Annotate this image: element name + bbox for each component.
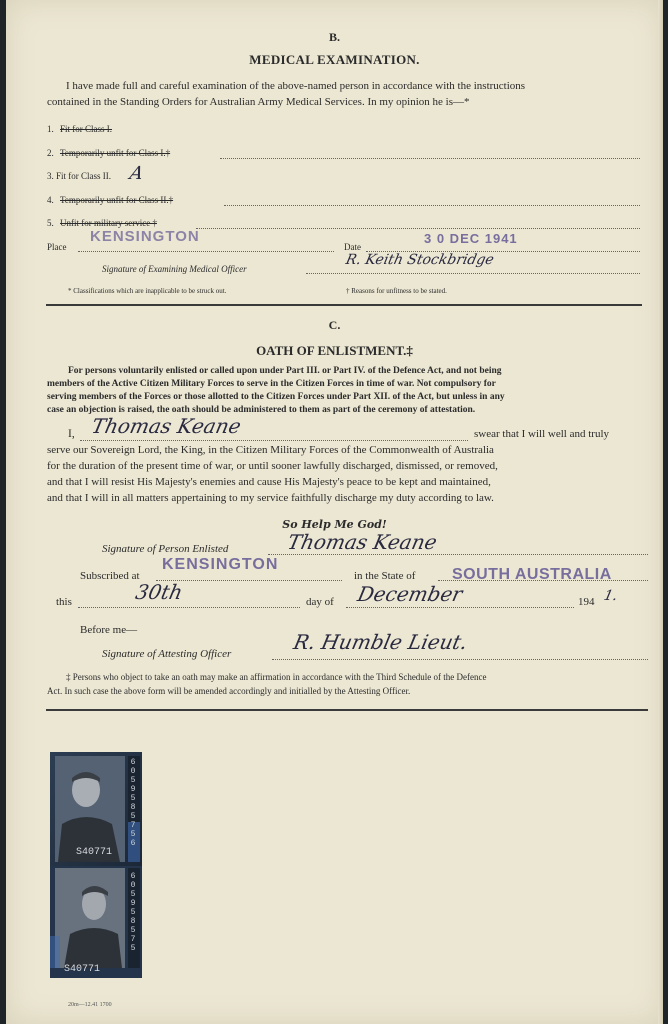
day-handwritten: 30th — [133, 580, 185, 604]
year-suffix-handwritten: 1. — [602, 588, 620, 604]
item-4-number: 4. — [47, 195, 54, 205]
item-5-dotted-line — [196, 228, 640, 229]
enlisted-signature-label: Signature of Person Enlisted — [102, 543, 229, 555]
this-label: this — [56, 596, 72, 608]
examiner-signature-line — [306, 273, 640, 274]
oath-title: OATH OF ENLISTMENT.‡ — [256, 343, 413, 358]
year-prefix: 194 — [578, 596, 595, 608]
preamble-line-4: case an objection is raised, the oath should be administered to them as part of the ceremony of attestation. — [47, 405, 476, 415]
section-divider-1 — [46, 304, 642, 306]
section-divider-2 — [46, 709, 648, 711]
photo-1-height-ruler: 6 0 5 9 5 8 5 7 5 6 — [130, 758, 136, 848]
oath-name-line — [80, 440, 468, 441]
enlistment-form-page — [6, 0, 663, 1024]
month-handwritten: December — [355, 582, 465, 606]
medical-intro-line-1: I have made full and careful examination of the above-named person in accordance with the instructions — [66, 80, 526, 92]
item-2-dotted-line — [220, 158, 640, 159]
preamble-line-2: members of the Active Citizen Military Forces to serve in the Citizen Forces in time of war. Not compulsory for — [47, 379, 496, 389]
soldier-photo-profile — [50, 866, 142, 978]
preamble-line-3: serving members of the Forces or those allotted to the Citizen Forces under Part XII. of the Act, but unless in any — [47, 392, 505, 402]
item-4-dotted-line — [224, 205, 640, 206]
section-b-letter: B. — [328, 30, 340, 44]
oath-line-3: for the duration of the present time of war, or until sooner lawfully discharged, dismissed, or removed, — [47, 460, 498, 472]
item-5-number: 5. — [47, 218, 54, 228]
photo-1-number: S40771 — [76, 847, 113, 858]
section-c-letter: C. — [328, 318, 341, 332]
examiner-signature-label: Signature of Examining Medical Officer — [102, 264, 247, 274]
photo-2-number: S40771 — [64, 964, 101, 975]
item-4-temporarily-unfit-class-2: Temporarily unfit for Class II.† — [60, 195, 174, 205]
subscribed-stamp: KENSINGTON — [162, 556, 279, 573]
so-help-me-god: So Help Me God! — [282, 518, 387, 531]
day-of-label: day of — [306, 596, 334, 608]
oath-footnote-line-1: ‡ Persons who object to take an oath may make an affirmation in accordance with the Third Schedule of the Defence — [66, 672, 487, 682]
item-2-number: 2. — [47, 148, 54, 158]
day-line — [78, 607, 300, 608]
attesting-signature-line — [272, 659, 648, 660]
item-1-fit-class-1: Fit for Class I. — [60, 124, 113, 134]
soldier-photo-front — [50, 752, 142, 866]
photo-2-height-ruler: 6 0 5 9 5 8 5 7 5 — [130, 872, 136, 953]
before-me-label: Before me— — [80, 624, 138, 636]
medical-examination-title: MEDICAL EXAMINATION. — [249, 52, 420, 67]
state-line — [438, 580, 648, 581]
place-stamp: KENSINGTON — [90, 228, 200, 245]
item-5-unfit-military-service: Unfit for military service † — [60, 218, 157, 228]
footnote-classifications: * Classifications which are inapplicable to be struck out. — [68, 287, 227, 295]
oath-name-handwritten: Thomas Keane — [89, 414, 244, 438]
state-stamp: SOUTH AUSTRALIA — [452, 566, 612, 583]
place-dotted-line — [78, 251, 334, 252]
date-stamp: 3 0 DEC 1941 — [424, 231, 518, 246]
oath-line-2: serve our Sovereign Lord, the King, in the Citizen Military Forces of the Commonwealth of Australia — [47, 444, 494, 456]
oath-line-5: and that I will in all matters appertaining to my service faithfully discharge my duty according to law. — [47, 492, 494, 504]
item-3-handwritten-mark: A — [127, 163, 146, 184]
preamble-line-1: For persons voluntarily enlisted or called upon under Part III. or Part IV. of the Defence Act, and not being — [68, 366, 502, 376]
footnote-reasons: † Reasons for unfitness to be stated. — [346, 287, 447, 295]
oath-footnote-line-2: Act. In such case the above form will be amended accordingly and initialled by the Attesting Officer. — [47, 686, 411, 696]
item-3-fit-class-2: 3. Fit for Class II. — [47, 171, 111, 181]
medical-intro-line-2: contained in the Standing Orders for Australian Army Medical Services. In my opinion he is—* — [47, 96, 470, 108]
enlisted-signature: Thomas Keane — [285, 530, 440, 554]
item-2-temporarily-unfit-class-1: Temporarily unfit for Class I.† — [60, 148, 171, 158]
date-label: Date — [344, 242, 361, 252]
examiner-signature: R. Keith Stockbridge — [344, 252, 496, 268]
oath-i-label: I, — [68, 428, 75, 440]
enlisted-signature-line — [268, 554, 648, 555]
month-line — [346, 607, 574, 608]
attesting-signature-label: Signature of Attesting Officer — [102, 648, 232, 660]
oath-line-1-end: swear that I will well and truly — [474, 428, 610, 440]
print-code: 20m—12.41 1700 — [68, 1002, 112, 1008]
subscribed-at-label: Subscribed at — [80, 570, 140, 582]
oath-line-4: and that I will resist His Majesty's enemies and cause His Majesty's peace to be kept and maintained, — [47, 476, 491, 488]
state-label: in the State of — [354, 570, 416, 582]
item-1-number: 1. — [47, 124, 54, 134]
attesting-signature: R. Humble Lieut. — [291, 630, 470, 654]
place-label: Place — [47, 242, 67, 252]
